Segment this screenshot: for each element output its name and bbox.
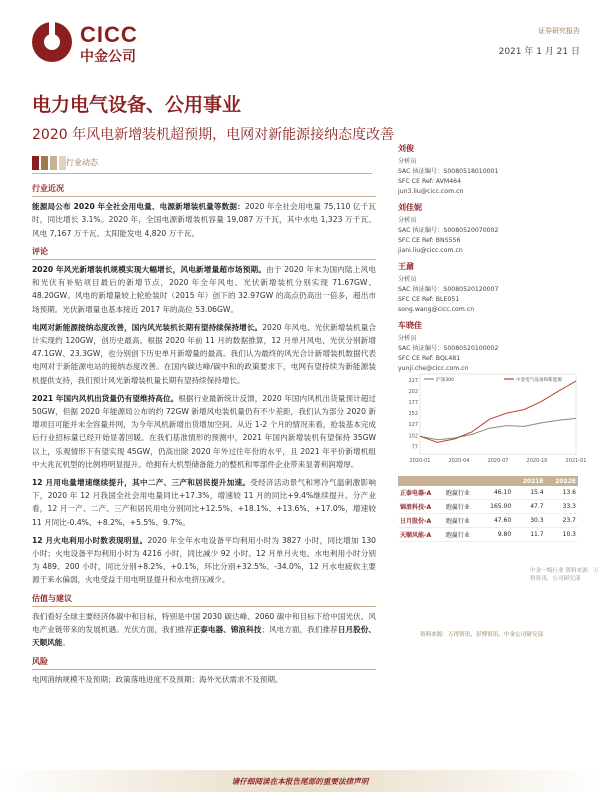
divider <box>32 669 376 670</box>
table-row <box>398 528 578 542</box>
pe-2021: 15.4 <box>513 486 545 500</box>
analyst-email[interactable]: jun3.liu@cicc.com.cn <box>398 188 464 195</box>
analyst-sfc: SFC CE Ref: BQL481 <box>398 355 461 362</box>
analyst-sac: SAC 执证编号：S0080520100002 <box>398 345 499 352</box>
section-heading: 行业近况 <box>32 184 64 193</box>
stock-name: 正泰电器-A <box>398 486 444 500</box>
analyst-role: 分析员 <box>398 158 417 165</box>
analyst-sac: SAC 执证编号：S0080520070002 <box>398 227 499 234</box>
table-row <box>398 500 578 514</box>
analyst-sfc: SFC CE Ref: BLE051 <box>398 296 460 303</box>
y-tick-label: 102 <box>408 433 418 440</box>
pe-2022: 33.3 <box>546 500 578 514</box>
target-price: 165.00 <box>481 500 514 514</box>
series-line-0 <box>420 418 576 439</box>
side-source-note: 资料来源：万得资讯，彭博资讯，中金公司研究部 <box>420 632 544 638</box>
divider <box>32 196 376 197</box>
analyst-email[interactable]: jiani.liu@cicc.com.cn <box>398 247 463 254</box>
paragraph: 电网消纳规模不及预期；政策落地进度不及预期；海外光伏需求不及预期。 <box>32 674 283 684</box>
logo-en: CICC <box>80 22 138 47</box>
pe-2021: 11.7 <box>513 528 545 542</box>
rating: 跑赢行业 <box>444 514 481 528</box>
analyst-name: 刘俊 <box>398 144 414 153</box>
y-tick-label: 127 <box>408 422 418 429</box>
paragraph: 12 月火电利用小时数表现明显。2020 年全年水电设备平均利用小时为 3827 小时，同比增加 130 小时；火电设备平均利用小时为 4216 小时，同比减少 92 小时。12 月单月火电、水电利用小时分别为 489、200 小时，同比分别+8.2%、+0.1%，环比分别+32.5%、-34.0%，12 月水电疲软主要源于来水偏弱，火电受益于用电明显提升和水电挤压减少。 <box>32 535 376 585</box>
analyst-email[interactable]: yunji.che@cicc.com.cn <box>398 365 469 372</box>
section-heading: 风险 <box>32 656 48 666</box>
table-row <box>398 486 578 500</box>
analyst-card <box>398 203 583 256</box>
analyst-name: 刘佳妮 <box>398 203 422 212</box>
paragraph: 我们看好全球主要经济体碳中和目标，特别是中国 2030 碳达峰、2060 碳中和目标下给中国光伏、风电产业链带来的发展机遇。光伏方面，我们推荐正泰电器、锦浪科技；风电方面，我们推荐日月股份、天顺风能。 <box>32 611 377 648</box>
analyst-card <box>398 144 583 197</box>
recommendation-table <box>398 476 578 542</box>
col-header: 2021E <box>513 476 545 486</box>
cicc-logo-icon <box>32 22 72 62</box>
y-tick-label: 177 <box>408 400 418 406</box>
stock-name: 锦浪科技-A <box>398 500 444 514</box>
y-tick-label: 77 <box>411 444 418 451</box>
y-tick-label: 152 <box>408 411 418 418</box>
x-tick-label: 2020-07 <box>487 458 509 464</box>
performance-chart <box>398 364 587 474</box>
stock-name: 日月股份-A <box>398 514 444 528</box>
analyst-sac: SAC 执证编号：S0080520120007 <box>398 286 499 293</box>
analyst-role: 分析员 <box>398 335 417 342</box>
report-subtitle: 2020 年风电新增装机超预期，电网对新能源接纳态度改善 <box>32 127 395 143</box>
x-tick-label: 2020-04 <box>448 458 470 464</box>
x-tick-label: 2020-01 <box>409 458 431 464</box>
target-price: 46.10 <box>481 486 514 500</box>
divider <box>32 259 376 260</box>
target-price: 9.80 <box>481 528 514 542</box>
y-tick-label: 202 <box>408 388 418 395</box>
analyst-sfc: SFC CE Ref: AVM464 <box>398 178 462 185</box>
pe-2022: 10.3 <box>546 528 578 542</box>
paragraph: 2020 年风光新增装机规模实现大幅增长，风电新增量超市场预期。由于 2020 年末为国内陆上风电和光伏有补贴项目最后的新增节点，2020 年全年风电、光伏新增装机分别实现 71.67GW、48.20GW。风电的新增量较上轮抢装时（2015 年）创下的 32.97GW 的高点仍高出一倍多，超出市场预期。光伏新增量也基本接近 2017 年的高位 53.06GW。 <box>32 265 376 314</box>
divider <box>32 606 376 607</box>
stock-name: 天顺风能-A <box>398 528 444 542</box>
analyst-email[interactable]: song.wang@cicc.com.cn <box>398 306 475 313</box>
pe-2022: 23.7 <box>546 514 578 528</box>
pe-2022: 13.6 <box>546 486 578 500</box>
paragraph: 能源局公布 2020 年全社会用电量、电源新增装机量等数据：2020 年全社会用电量 75,110 亿千瓦时，同比增长 3.1%。2020 年，全国电源新增装机容量 19,087 万千瓦，其中水电 1,323 万千瓦、风电 7,167 万千瓦、太阳能发电 4,820 万千瓦。 <box>32 202 377 238</box>
tag-bars <box>32 156 66 170</box>
legend-label: 中金电气设备和新能源 <box>516 378 562 383</box>
logo-cn: 中金公司 <box>80 49 136 65</box>
x-tick-label: 2020-10 <box>526 458 548 464</box>
doc-type: 证券研究报告 <box>538 27 580 35</box>
col-header <box>398 476 444 486</box>
legend-label: 沪深300 <box>436 378 454 383</box>
doc-date: 2021 年 1 月 21 日 <box>498 47 580 57</box>
divider <box>32 173 372 174</box>
paragraph: 2021 年国内风机出货量仍有望维持高位。根据行业最新统计反馈，2020 年国内风机出货量预计超过 50GW，但据 2020 年能源局公布的约 72GW 新增风电装机量仍有不少差距，我们认为部分 2020 新增项目可能并未全容量并网，为今年风机新增出货增加空间。从近 1-2 个月的情况来看，抢装基本完成后行业招标量已经开始显著回暖。在我们基准情形的预测中，2021 年国内新增装机有望保持 35GW 以上，乐观情形下有望实现 45GW，仍高出除 2020 年外过往年份的水平，且 2021 年平价新增机组中大兆瓦机型的比例将明显提升。给拥有大机型储备能力的整机和零部件企业带来显著利润增厚。 <box>32 393 376 469</box>
analyst-sac: SAC 执证编号：S0080518010001 <box>398 168 499 175</box>
rating: 跑赢行业 <box>444 486 481 500</box>
analyst-role: 分析员 <box>398 217 417 224</box>
rating: 跑赢行业 <box>444 528 481 542</box>
col-header <box>444 476 481 486</box>
y-tick-label: 227 <box>408 377 418 384</box>
target-price: 47.60 <box>481 514 514 528</box>
x-tick-label: 2021-01 <box>565 458 587 464</box>
pe-2021: 30.3 <box>513 514 545 528</box>
series-line-1 <box>420 381 576 442</box>
section-heading: 估值与建议 <box>32 593 72 603</box>
analyst-name: 王鼐 <box>398 262 414 271</box>
analyst-name: 车晓佳 <box>398 321 422 330</box>
pe-2021: 47.7 <box>513 500 545 514</box>
table-header-row <box>398 476 578 486</box>
analyst-list <box>398 144 583 380</box>
rating: 跑赢行业 <box>444 500 481 514</box>
paragraph: 电网对新能源接纳态度改善，国内风光装机长期有望持续保持增长。2020 年风电、光伏新增装机量合计实现约 120GW，创历史最高。根据 2020 年前 11 月的数据推算，12 月单月风电、光伏分别新增 47.1GW、23.3GW，也分别创下历史单月新增量的最高。我们认为最终的风光合计新增装机数据代表电网对于新能源电站的接纳态度改善。在国内碳达峰/碳中和的政策要求下，电网有望持续为新能源装机提供支持，我们预计风光新增装机量长期有望持续保持增长。 <box>32 322 376 385</box>
col-header <box>481 476 514 486</box>
analyst-sfc: SFC CE Ref: BNS556 <box>398 237 461 244</box>
paragraph: 12 月用电量增速继续提升，其中二产、三产和居民提升加速。受经济活动景气和寒冷气温刺激影响下，2020 年 12 月我国全社会用电量同比+17.3%，增速较 11 月的同比+9.4%继续提升。分产业看，12 月一产、二产、三产和居民用电分别同比+12.5%、+18.1%、+13.6%、+17.0%，增速较 11 月同比-0.4%、+8.2%、+5.5%、9.7%。 <box>32 478 376 527</box>
tag-label: 行业动态 <box>66 158 98 167</box>
table-row <box>398 514 578 528</box>
analyst-card <box>398 262 583 315</box>
footer-disclaimer: 请仔细阅读在本报告尾部的重要法律声明 <box>231 777 369 786</box>
analyst-role: 分析员 <box>398 276 417 283</box>
section-heading: 评论 <box>32 246 48 256</box>
col-header: 2022E <box>546 476 578 486</box>
main-column <box>32 178 376 691</box>
report-title: 电力电气设备、公用事业 <box>32 94 242 116</box>
table-source: 中金一级行业 资料来源：万得资讯，公司研究部 <box>530 568 599 582</box>
plot-frame <box>420 374 576 454</box>
